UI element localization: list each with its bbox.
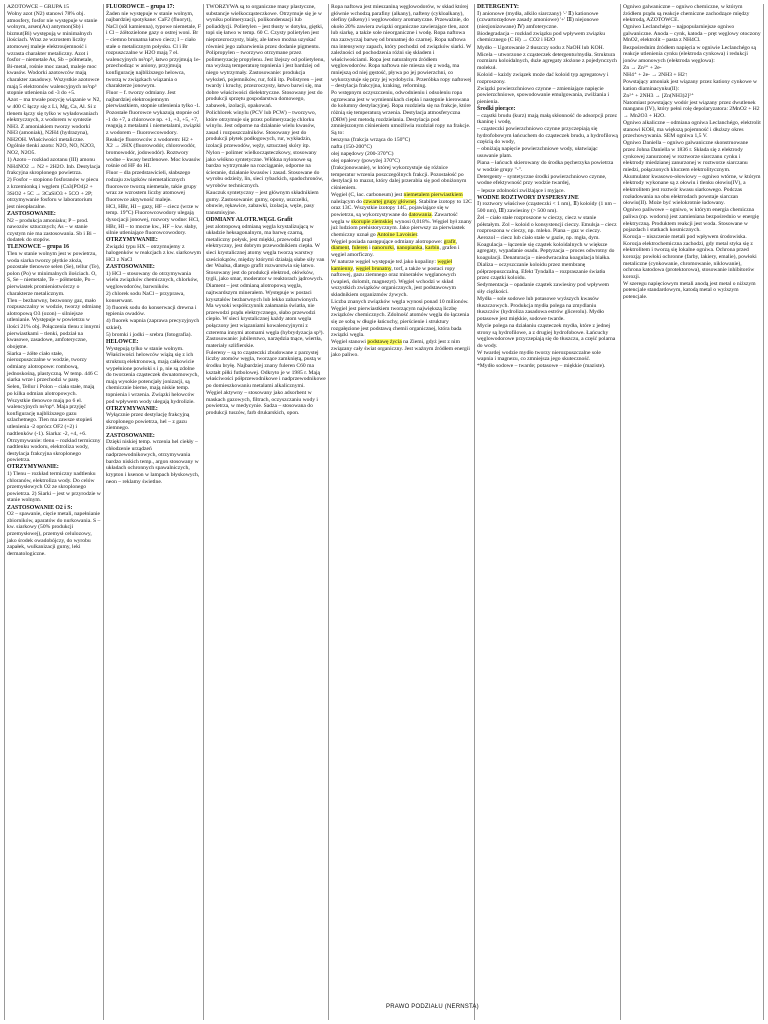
paragraph: Piana – łańcuch skierowany do środka pęcherzyka powietrza w wodzie grupy "-".: [477, 160, 614, 173]
paragraph: TWORZYWA są to organiczne masy plastyczne, substancje wielkocząsteczkowe. Otrzymuje się je w wyniku polimeryzacji, polikondensacji lub poliaddycji. Polietylen – jest tłusty w dotyku, giętki, topi się łatwo w temp. 60 C. Czysty polietylen jest nieprzezroczysty, biały, ale łatwo można uzyskać również jego zabarwienia przez dodanie pigmentu. Polipropylen – tworzywo otrzymane przez polimeryzację propylenu. Jest lżejszy od polietylenu, ma wyższą temperaturę topnienia i jest bardziej od niego wytrzymały. Zastosowanie: produkcja wyłożeń, pojemników, rur, folii itp. Polistyren – jest twardy i kruchy, przezroczysty, łatwo barwi się, ma dobre właściwości dielektryczne. Stosowany jest do produkcji sprzętu gospodarstwa domowego, zabawek, izolacji, opakowań.: [206, 4, 325, 109]
paragraph: Występują tylko w stanie wolnym. Właściwości helowców wiążą się z ich strukturą elektronową, mają całkowicie wypełnione powłoki s i p, nie są zdolne do tworzenia cząsteczek dwuatomowych, mają wysokie potencjały jonizacji, są chemicznie bierne, mają niskie temp. topnienia i wrzenia. Związki helowców pod wpływem wody ulegają hydrolizie.: [106, 345, 199, 405]
highlighted-term: fuleren: [351, 245, 368, 252]
paragraph: Koagulacja – łączenie się cząstek koloidalnych w większe agregaty, wypadanie osadu. Peptyzacja – proces odwrotny do koagulacji. Denaturacja – nieodwracalna koagulacja białka.: [477, 241, 615, 261]
paragraph: Liczba znanych związków węgla wynosi ponad 10 milionów. Węgiel jest pierwiastkiem tworzącym największą liczbę związków chemicznych. Zdolność atomów węgla do łączenia się ze sobą w długie łańcuchy, pierścienie i struktury rozgałęzione jest podstawą chemii organicznej, która bada związki węgla.: [331, 299, 470, 339]
paragraph: Ogniwo alkaliczne – odmiana ogniwa Leclanchégo, elektrolit stanowi KOH, ma większą pojemność i dłuższy okres przechowywania. SEM ogniwa 1,5 V.: [623, 120, 761, 140]
paragraph: Fluor – dla przedstawicieli, słabszego rodzaju związków niemetalicznych fluorowce tworzą niemetale, takie grupy wraz ze wzrostem liczby atomowej fluorowce aktywność maleje.: [106, 170, 197, 203]
paragraph: – cząstki brudu (kurz) mają małą skłonność do adsorpcji przez tkaninę i wodę,: [477, 112, 617, 126]
paragraph: Związki powierzchniowo czynne – zmieniające napięcie powierzchniowe, spowodowanie emulgowania, zwilżania i pienienia.: [477, 85, 610, 105]
paragraph: Mycie polega na działaniu cząsteczek mydła, które z jednej strony są hydrofilowe, a z drugiej hydrofobowe. Łańcuchy węglowodorowe przyczepiają się do tłuszczu, a część polarna do wody.: [477, 322, 616, 349]
section-heading: ZASTOSOWANIE O2 i S:: [7, 504, 73, 511]
paragraph: Nylon – polimer wielkocząsteczkowy, stosowany jako włókno syntetyczne. Włókna nylonowe są bardzo wytrzymałe na rozciąganie, odporne na ścieranie, działanie kwasów i zasad. Stosowane do wyrobu odzieży, lin, sieci rybackich, spadochronów, wyrobów technicznych.: [206, 150, 324, 190]
paragraph: Po wstępnym oczyszczeniu, odwodnieniu i odsoleniu ropa ogrzewana jest w wymiennikach ciepła i następnie kierowana do kolumny destylacyjnej. Ropa rozdziela się na frakcje, które różnią się temperaturą wrzenia. Destylacja atmosferyczna (DRW) jest metodą rozdzielania. Destylacja pod zmniejszonym ciśnieniem umożliwia rozdział ropy na frakcje. Są to:: [331, 90, 471, 136]
paragraph: olej napędowy (200-370°C): [331, 151, 394, 158]
paragraph: Mydła – sole sodowe lub potasowe wyższych kwasów tłuszczowych. Produkcja mydła polega na zmydlaniu tłuszczów (hydroliza zasadowa estrów glicerolu). Mydło potasowe jest miękkie, sodowe twarde.: [477, 296, 605, 322]
paragraph: Węgiel posiada następujące odmiany alotropowe: grafit, diament, fuleren i nanorurki, nanopianka, karbin, grafen i węgiel amorficzny.: [331, 238, 460, 258]
paragraph: Koloid – każdy związek może dać koloid typ agregatowy i rozproszony.: [477, 71, 609, 85]
paragraph: Żel – ciało stałe rozproszone w cieczy, ciecz w stanie półstałym. Zol – koloid o konsystencji cieczy. Emulsja – ciecz rozproszona w cieczy, np. mleko. Piana – gaz w cieczy. Aerozol – ciecz lub ciało stałe w gazie, np. mgła, dym.: [477, 214, 617, 241]
paragraph: Zn → Zn²⁺ + 2e-: [623, 64, 662, 71]
highlighted-term: niemetalem pierwiastkiem: [403, 192, 463, 199]
column-6: [620, 4, 764, 1020]
paragraph: Fluor – f. tworzy odmiany. Jest najbardziej elektroujemnym pierwiastkiem, stopnie utlenienia tylko -1. Pozostałe fluorowce wykazują stopnie od -1 do +7, a chlorowce np. +1, +3, +5, +7, reagują z metalami i niemetalami, związki z wodorem – fluorowcowodory.: [106, 90, 201, 136]
column-3: [203, 4, 328, 1020]
paragraph: Polichlorek winylu (PCV lub PCW) – tworzywo, które otrzymuje się przez polimeryzację chlorku winylu. Jest odporne na działanie wielu kwasów, zasad i rozpuszczalników. Stosowany jest do produkcji płytek podłogowych, rur, wykładzin, izolacji przewodów, węży, sztucznej skóry itp.: [206, 110, 317, 149]
highlighted-term: Antoine Lavoisier: [376, 231, 418, 238]
column-4: [328, 4, 474, 1020]
paragraph: Powstający amoniak jest wiązany przez kationy cynkowe w kation diaminacynku(II):: [623, 79, 758, 92]
highlighted-term: nanopianka: [396, 245, 423, 252]
paragraph: O2 – spawanie, cięcie metali, napełnianie zbiorników, aparatów do nurkowania. S – kw. siarkowy (50% produkcji przemysłowej), przemysł celulozowy, jako środek owadobójczy, do wyrobu zapałek, wulkanizacji gumy, leki dermatologiczne.: [7, 511, 101, 557]
paragraph: Selen, Tellur i Polon – ciała stałe, mają po kilka odmian alotropowych. Wszystkie tlenowce mają po 6 el. walencyjnych ns²np⁴. Maja przyjęć konfigurację najbliższego gazu szlachetnego. Tlen ma zawsze stopień utlenienia -2 oprócz OF2 (+2) i nadtlenków (-1). Siarka: -2, +4, +6.: [7, 384, 95, 437]
paragraph: N2 – produkcja amoniaku; P – prod. nawozów sztucznych; As – w stanie czystym nie ma zastosowania. Sb i Bi – dodatek do stopów.: [7, 217, 96, 244]
paragraph: olej opałowy (powyżej 370°C): [331, 158, 400, 165]
paragraph: Reakcje fluorowców z wodorem: H2 + X2 → 2HX (fluorowodór, chlorowodór, bromowodór, jodowodór). Roztwory wodne – kwasy beztlenowe. Moc kwasów rośnie od HF do HI.: [106, 136, 201, 170]
paragraph: Siarka – żółte ciało stałe, nierozpuszczalne w wodzie, tworzy odmiany alotropowe: rombową, jednoskośną, plastyczną. W temp. 446 C siarka wrze i przechodzi w parę.: [7, 350, 98, 384]
paragraph: benzyna (frakcja wrząca do 150°C): [331, 136, 411, 143]
highlighted-term: podstawę życia: [367, 339, 402, 346]
highlighted-term: skorupie ziemskiej: [351, 218, 394, 225]
paragraph: Natomiast powstający wodór jest wiązany przez dwutlenek manganu (IV), który pełni rolę depolaryzatora: 2MnO2 + H2 → Mn2O3 + H2O.: [623, 99, 760, 119]
highlighted-term: karbin: [425, 245, 440, 252]
paragraph: Mydło – Ugotowanie 2 tłuszczy sodu z NaOH lub KOH.: [477, 44, 605, 51]
paragraph: Micela – utworzone z cząsteczek detergentu/mydła. Struktura rozmiaru koloidalnych, duże agregaty złożone z pojedynczych molekuł.: [477, 51, 617, 71]
paragraph: Sedymentacja – opadanie cząstek zawiesiny pod wpływem siły ciężkości.: [477, 282, 610, 295]
paragraph: W szeregu napięciowym metali anodą jest metal o niższym potencjale standardowym, katodą metal o wyższym potencjale.: [623, 280, 756, 301]
section-heading: DETERGENTY:: [477, 4, 519, 10]
paragraph: Związki typu HX – otrzymujemy z halogenków w reakcjach z kw. siarkowym HCl z NaCl: [106, 243, 202, 264]
paragraph: – lepsze zdolności zwilżające i myjące.: [477, 187, 565, 194]
paragraph: Ⅰ) anionowe (mydła, alkilo siarczany) '-' Ⅱ) kationowe (czwartorzędowe zasady amoniowe) '+' Ⅲ) niejonowe (niezjonizowane) Ⅳ) amfoteryczne.: [477, 10, 599, 30]
section-heading: ZASTOSOWANIE:: [106, 432, 155, 439]
paragraph: Otrzymywanie: tlenu – rozkład termiczny nadtlenku wodoru, elektroliza wody, destylacja frakcyjna skroplonego powietrza.: [7, 437, 101, 464]
paragraph: Węgiel (C, łac. carboneum) jest niemetalem pierwiastkiem należącym do czwartej grupy głównej. Stabilne izotopy to 12C oraz 13C. Wszystkie izotopy 14C, pojawiające się w powietrzu, są wykorzystywane do datowania. Zawartość węgla w skorupie ziemskiej wynosi 0,018%. Węgiel był znany już ludziom prehistorycznym. Jako pierwszy za pierwiastek chemiczny uznał go Antoine Lavoisier.: [331, 192, 472, 238]
paragraph: Tlen w stanie wolnym jest w powietrzu, woda siarka tworzy płytkie złoża, pozostałe tlenowce selen (Se), tellur (Te), polon (Po) w minimalnych ilościach. O, S, Se – niemetale, Te – półmetale, Po – pierwiastek promieniotwórczy o charakterze metalicznym.: [7, 250, 100, 297]
column-1: [4, 4, 103, 1020]
paragraph: Zn²⁺ + 2NH3 → [Zn(NH3)2]²⁺: [623, 92, 694, 99]
section-heading: TLENOWCE – grupa 16: [7, 244, 70, 251]
section-heading: OTRZYMYWANIE:: [106, 405, 158, 412]
paragraph: Korozja – niszczenie metali pod wpływem środowiska. Korozja elektrochemiczna zachodzi, gdy metal styka się z elektrolitem i tworzą się lokalne ogniwa. Ochrona przed korozją: powłoki ochronne (farby, lakiery, emalie), powłoki metaliczne (cynkowanie, chromowanie, niklowanie), ochrona katodowa (protektorowa), stosowanie inhibitorów korozji.: [623, 234, 757, 280]
paragraph: Dzięki niskiej temp. wrzenia hel ciekły – chłodzenie urządzeń nadprzewodnikowych, otrzymywania bardzo niskich temp., argon stosowany w układach ochronnych spawalniczych, krypton i ksenon w lampach błyskowych, neon – reklamy świetlne.: [106, 439, 200, 485]
column-2: [103, 4, 203, 1020]
paragraph: Dializa – oczyszczanie koloidu przez membranę półprzepuszczalną. Efekt Tyndalla – rozpraszanie światła przez cząstki koloidu.: [477, 262, 606, 282]
notes-sheet: [4, 4, 764, 1020]
paragraph: Ogniwo paliwowe – ogniwo, w którym energia chemiczna paliwa (np. wodoru) jest zamieniana bezpośrednio w energię elektryczną. Produktem reakcji jest woda. Stosowane w pojazdach i statkach kosmicznych.: [623, 207, 759, 234]
paragraph: *Mydło sodowe – twarde; potasowe – miękkie (maziste).: [477, 363, 606, 370]
section-heading: FLUOROWCE – grupa 17:: [106, 4, 175, 10]
highlighted-term: węgiel brunatny: [355, 265, 392, 272]
paragraph: – obniżają napięcie powierzchniowe wody, ułatwiając usuwanie plam.: [477, 146, 598, 160]
highlighted-term: nanorurki: [372, 245, 394, 252]
highlighted-term: datowania: [408, 211, 432, 218]
paragraph: Ⅰ) roztwory właściwe (cząsteczki < 1 nm), Ⅱ) koloidy (1 nm – 500 nm), Ⅲ) zawiesiny (> 500 nm).: [477, 201, 617, 214]
paragraph: NH4⁺ + 2e- → 2NH3 + H2↑: [623, 71, 688, 78]
paragraph: Ogniwo Leclanchégo – najpopularniejsze ogniwo galwaniczne. Anoda – cynk, katoda – pręt węglowy otoczony MnO2, elektrolit – pasta z NH4Cl.: [623, 24, 761, 44]
highlighted-term: węgiel kamienny: [331, 259, 453, 272]
paragraph: W twardej wodzie mydło tworzy nierozpuszczalne sole wapnia i magnezu, co zmniejsza jego skuteczność.: [477, 349, 601, 363]
paragraph: 3) fluorek sodu do konserwacji drewna i tępienia owadów.: [106, 304, 197, 318]
paragraph: 2) Fosfor – stopiono fosforanów w piecu z krzemionką i węglem (Ca3(PO4)2 + 3SiO2 + 5C → 3CaSiO3 + 5CO + 2P; otrzymywanie fosforu w laboratorium jest nieopłacalne.: [7, 177, 99, 210]
paragraph: Wolny azot (N2) stanowi 78% obj. atmosfery, fosfor nie występuje w stanie wolnym, arsen(As) antymon(Sb) i bizmut(Bi) występują w minimalnych ilościach. Wraz ze wzrostem liczby atomowej maleje elektroujemność i wzrasta charakter metaliczny. Azot i fosfor – niemetale As, Sb – półmetale, Bi-metal, rośnie moc zasad, maleje moc kwasów. Wodorki azotowców mają charakter zasadowy. Wszystkie azotowce mają 5 elektronów walencyjnych ns²np³ stopnie utlenienia od -3 do +5.: [7, 11, 100, 97]
section-heading: OTRZYMYWANIE:: [7, 464, 59, 471]
paragraph: Bezpośrednim źródłem napięcia w ogniwie Leclanchégo są reakcje utlenienia cynku (elektroda cynkowa) i redukcji jonów amonowych (elektroda węglowa):: [623, 44, 756, 64]
paragraph: Tlen – bezbarwny, bezwonny gaz, mało rozpuszczalny w wodzie, tworzy odmianę alotropową O3 (ozon) – silniejsze utlenianie. Występuje w powietrzu w ilości 21% obj. Połączenia tlenu z innymi pierwiastkami – tlenki, podział na kwasowe, zasadowe, amfoteryczne, obojętne.: [7, 297, 101, 350]
paragraph: Diament – jest odmianą alotropową węgla, najtwardszym minerałem. Występuje w postaci kryształów bezbarwnych lub lekko zabarwionych. Ma wysoki współczynnik załamania światła, nie przewodzi prądu elektrycznego, słabo przewodzi ciepło. W sieci krystalicznej każdy atom węgla połączony jest wiązaniami kowalencyjnymi z czterema innymi atomami węgla (hybrydyzacja sp³). Zastosowanie: jubilerstwo, narzędzia tnące, wiertła, materiały szlifierskie.: [206, 283, 324, 349]
paragraph: Azot – ma trwałe pozycję wiązanie w N2, w 400 C łączy się z Li, Mg, Ca, Al. Si z tlenem łączy się tylko w wyładowaniach elektrycznych, z wodorem w syntezie NH3. Z amoniakiem tworzy wodorki NH3 (amoniak), N2H4 (hydrazyna), NH2OH. Właściwości metaliczne. Ogólnie tlenki azotu: N2O, NO, N2O3, NO2, N2O5.: [7, 97, 101, 157]
highlighted-term: czwartej grupy głównej: [363, 198, 417, 205]
highlighted-term: grafit: [443, 238, 456, 245]
paragraph: Ropa naftowa jest mieszaniną węglowodorów, w skład której głównie wchodzą parafiny (alkany), nafteny (cykloalkany), olefiny (alkeny) i węglowodory aromatyczne. Przeważnie, do około 20% zawiera związki organiczne zawierające tlen, azot lub siarkę, a także sole nieorganiczne i wodę. Ropa naftowa ma zazwyczaj barwę od brunatnej do czarnej. Ropa naftowa ma intensywny zapach, który pochodzi od związków siarki. W zależności od pochodzenia różni się składem i właściwościami. Ropa jest naturalnym źródłem węglowodorów. Ropa naftowa nie miesza się z wodą, ma mniejszą od niej gęstość, pływa po jej powierzchni, co wykorzystuje się przy jej wydobyciu. Przeróbka ropy naftowej – destylacja frakcyjna, kraking, reforming.: [331, 4, 472, 90]
paragraph: Akumulator kwasowo-ołowiowy – ogniwo wtórne, w którym elektrody wykonane są z ołowiu i tlenku ołowiu(IV), a elektrolitem jest roztwór kwasu siarkowego. Podczas rozładowania na obu elektrodach powstaje siarczan ołowiu(II). Może być wielokrotnie ładowany.: [623, 173, 761, 207]
paragraph: (frakcjonowanie), w której wykorzystuje się różnice temperatur wrzenia poszczególnych frakcji. Pozostałość po destylacji to mazut, który dalej przerabia się pod obniżonym ciśnieniem.: [331, 165, 467, 192]
footer-title: PRAWO PODZIAŁU (NERNSTA): [386, 1004, 479, 1010]
section-heading: WODNE ROZTWORY DYSPERSYJNE: [477, 194, 579, 201]
paragraph: Biodegradacja – rozkład związku pod wpływem związku chemicznego (C H) → CO2 i H2O: [477, 30, 605, 44]
highlighted-term: diament: [331, 245, 350, 252]
paragraph: 1) HCl – stosowany do otrzymywania wielu związków chemicznych, chlorków, węglowodorów, barwników.: [106, 270, 199, 290]
section-heading: HELOWCE:: [106, 339, 139, 346]
section-heading: ODMIANY ALOTR.WĘGL Grafit: [206, 217, 293, 223]
paragraph: Wyłącznie przez destylację frakcyjną skroplonego powietrza, hel – z gazu ziemnego.: [106, 412, 190, 432]
paragraph: W naturze węgiel występuje też jako kopaliny: węgiel kamienny, węgiel brunatny, torf, a także w postaci ropy naftowej, gazu ziemnego oraz minerałów węglanowych (wapień, dolomit, magnezyt). Węgiel wchodzi w skład wszystkich związków organicznych, jest podstawowym składnikiem organizmów żywych.: [331, 259, 456, 299]
paragraph: Węgiel aktywny – stosowany jako adsorbent w maskach gazowych, filtrach, oczyszczaniu wody i powietrza, w medycynie. Sadza – stosowana do produkcji tuszów, farb drukarskich, opon.: [206, 389, 318, 416]
section-heading: ZASTOSOWANIE:: [106, 264, 155, 271]
paragraph: 4) fluorek wapnia (zaprawa precyzyjnych szkieł).: [106, 318, 200, 331]
paragraph: 1) Azoto – rozkład azotanu (III) amonu NH4NO2 → N2 + 2H2O. Inb. Destylacja frakcyjna skroplonego powietrza.: [7, 157, 101, 177]
paragraph: Żaden nie występuje w stanie wolnym, najbardziej spotykane: CaF2 (fluoryt), NaCl (sól kamienna), typowe niemetale, F i Cl – żółtozielone gazy o ostrej woni. Br – ciemno brunatna łatwo ciecz; I – ciało stałe o metalicznym połysku. Cl i Br rozpuszczalne w H2O mają 7 el. walencyjnych ns²np⁵, łatwo przyjmują 1e- przechodząc w aniony, przyjmują konfigurację najbliższego helowca, tworzą w związkach wiązania o charakterze jonowym.: [106, 10, 201, 90]
section-heading: Środki piorące:: [477, 105, 516, 112]
paragraph: Węgiel stanowi podstawę życia na Ziemi, gdyż jest z nim związany cały świat organiczny. Jest ważnym źródłem energii jako paliwo.: [331, 339, 470, 359]
column-5: [474, 4, 620, 1020]
paragraph: Detergenty – syntetyczne środki powierzchniowo czynne, wodne efektywność przy wodzie twardej,: [477, 173, 607, 187]
section-heading: OTRZYMYWANIE:: [106, 237, 158, 244]
paragraph: Ogniwo Daniella – ogniwo galwaniczne skonstruowane przez Johna Daniella w 1836 r. Składa się z elektrody cynkowej zanurzonej w roztworze siarczanu cynku i elektrody miedzianej zanurzonej w roztworze siarczanu miedzi, połączonych kluczem elektrolitycznym.: [623, 140, 749, 173]
paragraph: HCl, HBr, HI – gazy, HF – ciecz (wrze w temp. 19°C) Fluorowcowodory ulegają dysocjacji jonowej, rozwory wodne: HCl, HBr, HI – to mocne kw., HF – kw. słaby, silnie utleniające fluorowcowodory.: [106, 203, 200, 237]
paragraph: 2) chlorek sodu NaCl – przyprawa, konserwant.: [106, 291, 185, 304]
section-heading: ZASTOSOWANIE:: [7, 210, 56, 217]
paragraph: jest alotropową odmianą węgla krystalizującą w układzie heksagonalnym, ma barwę czarną, metaliczny połysk, jest miękki, przewodzi prąd elektryczny, jest dobrym przewodnikiem ciepła. W sieci krystalicznej atomy węgla tworzą warstwy sześciokątów, między którymi działają słabe siły van der Waalsa, dlatego grafit rozwarstwia się łatwo. Stosowany jest do produkcji elektrod, ołówków, tygli, jako smar, moderator w reaktorach jądrowych.: [206, 223, 325, 283]
paragraph: AZOTOWCE – GRUPA 15: [7, 4, 70, 10]
paragraph: nafta (150-200°C): [331, 143, 372, 150]
paragraph: – cząsteczki powierzchniowo czynne przyczepiają się hydrofobowym łańcuchem do cząsteczek brudu, a hydrofilową częścią do wody,: [477, 126, 618, 146]
paragraph: 1) Tlenu – rozkład termiczny nadtlenku chloranów, elektroliza wody. Do celów przemysłowych O2 ze skroplonego powietrza. 2) Siarki – jest w przyrodzie w stanie wolnym.: [7, 471, 101, 504]
paragraph: Fulereny – są to cząsteczki zbudowane z parzystej liczby atomów węgla, tworzące zamkniętą, pustą w środku bryłę. Najbardziej znany fuleren C60 ma kształt piłki futbolowej. Odkryto je w 1985 r. Mają właściwości półprzewodnikowe i nadprzewodnikowe po domieszkowaniu metalami alkalicznymi.: [206, 349, 326, 389]
paragraph: Ogniwo galwaniczne – ogniwo chemiczne, w którym źródłem prądu są reakcje chemiczne zachodzące między elektrodą, AZOTOWCE.: [623, 4, 750, 24]
paragraph: 5) bromki i jodki – srebra (fotografia).: [106, 332, 192, 339]
paragraph: Kauczuk syntetyczny – jest głównym składnikiem gumy. Zastosowanie: gumy, opony, uszczelki, obuwie, rękawice, zabawki, izolacja, węże, pasy transmisyjne.: [206, 190, 319, 216]
